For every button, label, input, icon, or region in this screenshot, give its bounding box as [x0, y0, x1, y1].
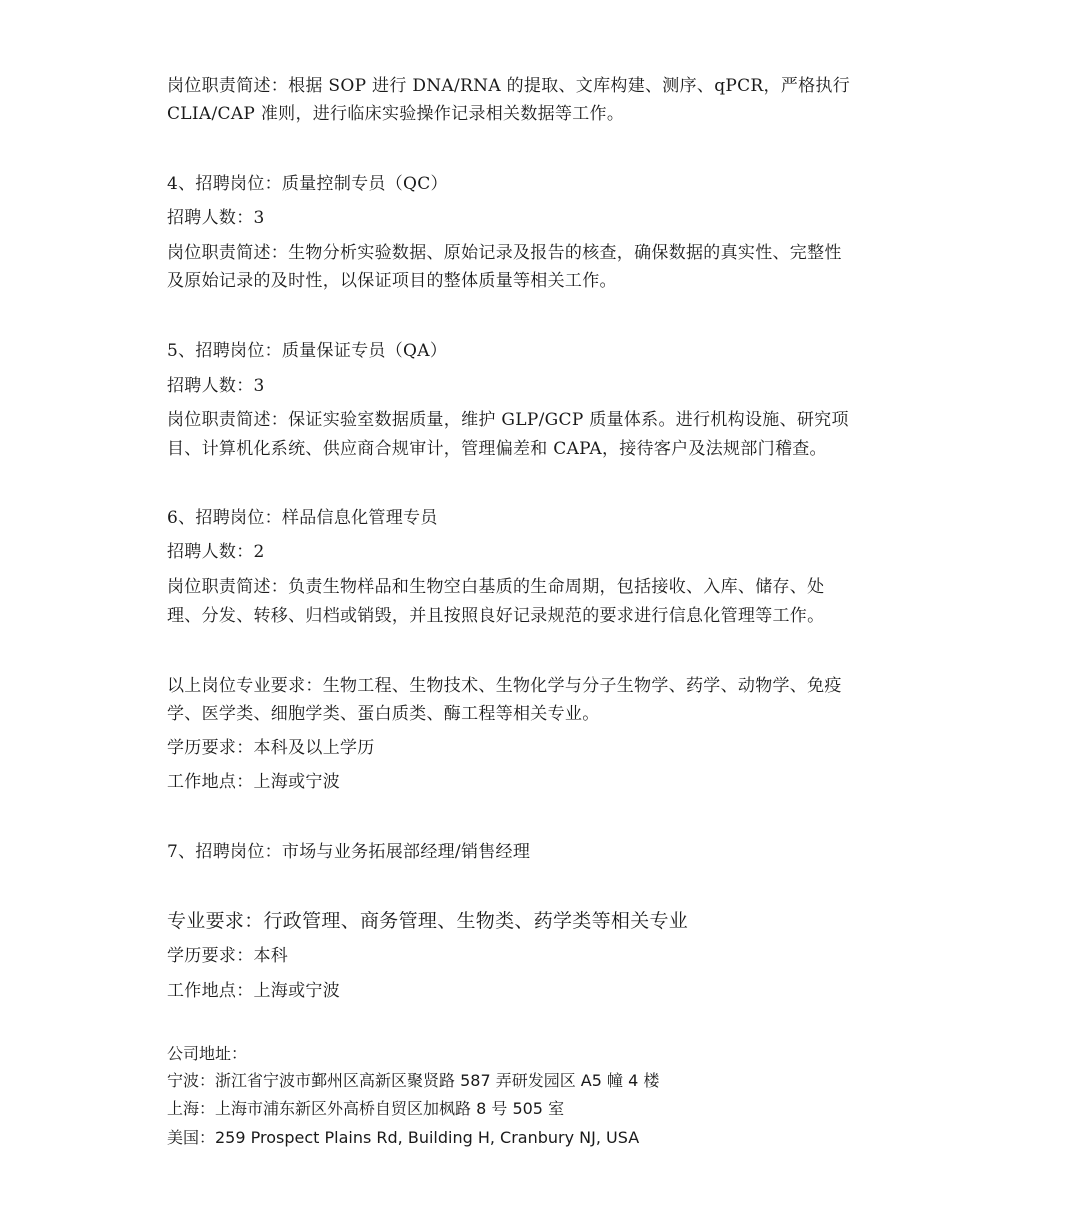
position3-duty-line2: CLIA/CAP 准则，进行临床实验操作记录相关数据等工作。 [167, 104, 625, 124]
common-major-line2: 学、医学类、细胞学类、蛋白质类、酶工程等相关专业。 [167, 704, 600, 724]
position7-major: 专业要求：行政管理、商务管理、生物类、药学类等相关专业 [167, 910, 689, 932]
position5-title: 5、招聘岗位：质量保证专员（QA） [167, 341, 448, 361]
position5-duty-line2: 目、计算机化系统、供应商合规审计，管理偏差和 CAPA，接待客户及法规部门稽查。 [167, 439, 827, 459]
common-major-line1: 以上岗位专业要求：生物工程、生物技术、生物化学与分子生物学、药学、动物学、免疫 [167, 676, 842, 696]
position5-duty-line1: 岗位职责简述：保证实验室数据质量，维护 GLP/GCP 质量体系。进行机构设施、研究项 [167, 410, 849, 430]
position5-headcount: 招聘人数：3 [167, 376, 265, 396]
address-shanghai: 上海：上海市浦东新区外高桥自贸区加枫路 8 号 505 室 [167, 1099, 565, 1118]
position4-duty-line1: 岗位职责简述：生物分析实验数据、原始记录及报告的核查，确保数据的真实性、完整性 [167, 243, 842, 263]
position6-title: 6、招聘岗位：样品信息化管理专员 [167, 508, 438, 528]
position4-duty-line2: 及原始记录的及时性，以保证项目的整体质量等相关工作。 [167, 271, 617, 291]
position3-duty-line1: 岗位职责简述：根据 SOP 进行 DNA/RNA 的提取、文库构建、测序、qPCR，严格执行 [167, 76, 851, 96]
address-usa: 美国：259 Prospect Plains Rd, Building H, Cranbury NJ, USA [167, 1128, 640, 1147]
position7-education: 学历要求：本科 [167, 946, 289, 966]
common-location: 工作地点：上海或宁波 [167, 772, 340, 792]
position4-title: 4、招聘岗位：质量控制专员（QC） [167, 174, 448, 194]
position7-location: 工作地点：上海或宁波 [167, 981, 340, 1001]
position7-title: 7、招聘岗位：市场与业务拓展部经理/销售经理 [167, 842, 531, 862]
position6-duty-line1: 岗位职责简述：负责生物样品和生物空白基质的生命周期，包括接收、入库、储存、处 [167, 577, 825, 597]
common-education: 学历要求：本科及以上学历 [167, 738, 375, 758]
address-ningbo: 宁波：浙江省宁波市鄞州区高新区聚贤路 587 弄研发园区 A5 幢 4 楼 [167, 1071, 660, 1090]
address-heading: 公司地址： [167, 1044, 248, 1063]
position6-duty-line2: 理、分发、转移、归档或销毁，并且按照良好记录规范的要求进行信息化管理等工作。 [167, 606, 825, 626]
position6-headcount: 招聘人数：2 [167, 542, 265, 562]
position4-headcount: 招聘人数：3 [167, 208, 265, 228]
